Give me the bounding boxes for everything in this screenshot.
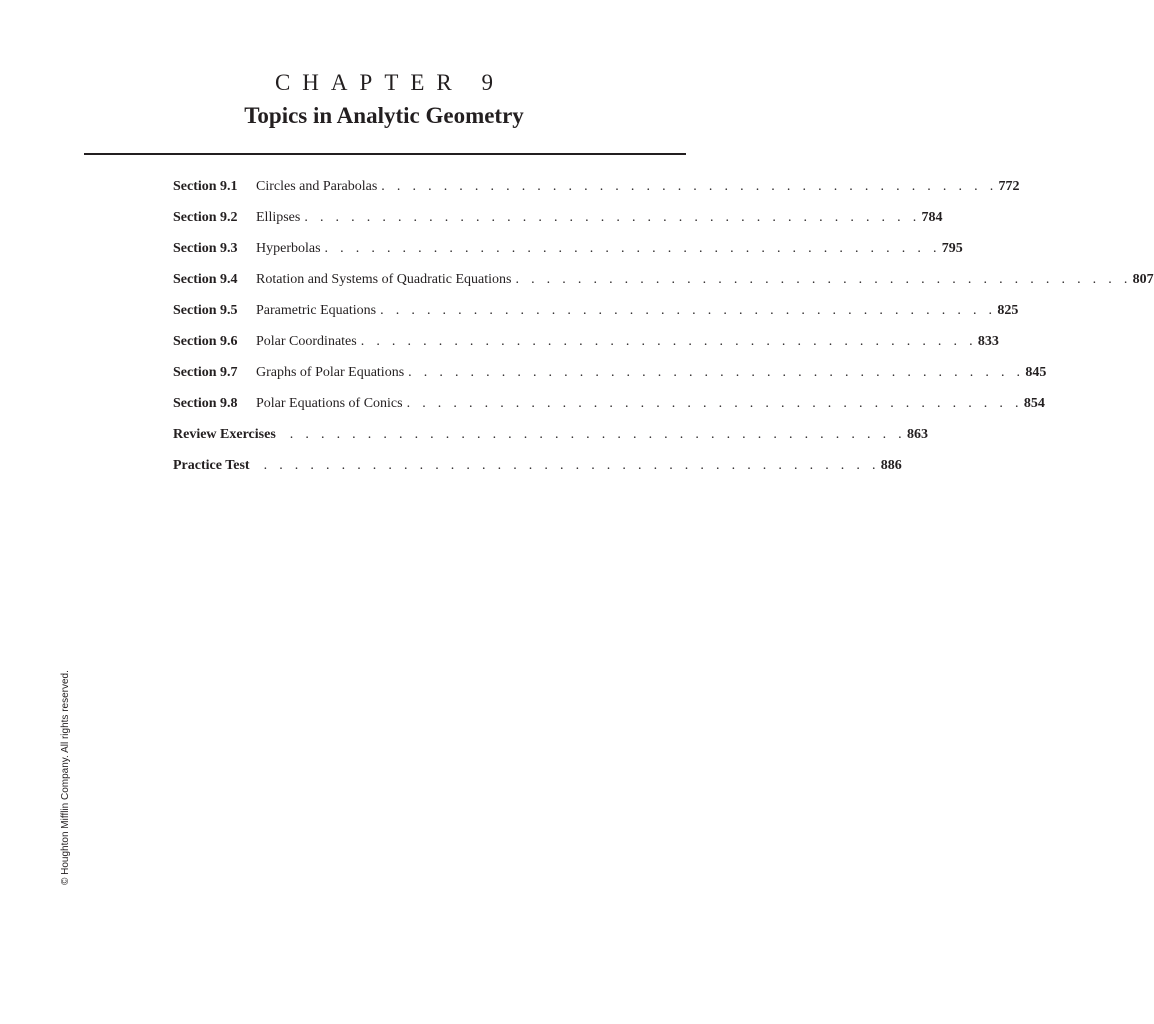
dot-leader: . . . . . . . . . . . . . . . . . . . . . . . . . . . . . . . . . . . . . . . .	[380, 303, 997, 318]
toc-entry-9-7[interactable]	[173, 361, 1047, 392]
toc-section-title: Circles and Parabolas	[256, 179, 378, 194]
toc-page-number: 807	[1132, 272, 1154, 287]
dot-leader: . . . . . . . . . . . . . . . . . . . . . . . . . . . . . . . . . . . . . . . .	[515, 272, 1132, 287]
dot-leader: . . . . . . . . . . . . . . . . . . . . . . . . . . . . . . . . . . . . . . . .	[304, 210, 921, 225]
toc-section-title: Polar Coordinates	[256, 334, 357, 349]
toc-section-number: Section 9.6	[173, 334, 238, 349]
dot-leader: . . . . . . . . . . . . . . . . . . . . . . . . . . . . . . . . . . . . . . . .	[324, 241, 941, 256]
table-of-contents	[173, 175, 1154, 485]
chapter-title: Topics in Analytic Geometry	[244, 103, 524, 128]
toc-entry-9-8[interactable]	[173, 392, 1045, 423]
toc-section-number: Section 9.4	[173, 272, 238, 287]
toc-section-title: Parametric Equations	[256, 303, 377, 318]
toc-section-title: Hyperbolas	[256, 241, 321, 256]
dot-leader: . . . . . . . . . . . . . . . . . . . . . . . . . . . . . . . . . . . . . . . .	[408, 365, 1025, 380]
toc-entry-9-6[interactable]	[173, 330, 999, 361]
toc-page-number: 795	[941, 241, 963, 256]
toc-entry-9-1[interactable]	[173, 175, 1020, 206]
dot-leader: . . . . . . . . . . . . . . . . . . . . . . . . . . . . . . . . . . . . . . . .	[406, 396, 1023, 411]
toc-entry-review-exercises[interactable]	[173, 423, 928, 454]
toc-page-number: 784	[921, 210, 943, 225]
toc-entry-9-4[interactable]	[173, 268, 1154, 299]
dot-leader: . . . . . . . . . . . . . . . . . . . . . . . . . . . . . . . . . . . . . . . .	[289, 427, 906, 442]
toc-section-title: Rotation and Systems of Quadratic Equations	[256, 272, 512, 287]
toc-entry-9-5[interactable]	[173, 299, 1019, 330]
toc-section-title: Graphs of Polar Equations	[256, 365, 405, 380]
toc-section-number: Section 9.5	[173, 303, 238, 318]
toc-section-number: Section 9.2	[173, 210, 238, 225]
toc-page-number: 845	[1025, 365, 1047, 380]
copyright-notice: © Houghton Mifflin Company. All rights reserved.	[60, 670, 71, 885]
toc-extra-title: Practice Test	[173, 458, 250, 473]
toc-page-number: 886	[880, 458, 902, 473]
toc-section-number: Section 9.1	[173, 179, 238, 194]
dot-leader: . . . . . . . . . . . . . . . . . . . . . . . . . . . . . . . . . . . . . . . .	[263, 458, 880, 473]
toc-entry-9-3[interactable]	[173, 237, 963, 268]
toc-entry-9-2[interactable]	[173, 206, 943, 237]
toc-page-number: 772	[998, 179, 1020, 194]
toc-page-number: 825	[997, 303, 1019, 318]
toc-page-number: 863	[906, 427, 928, 442]
dot-leader: . . . . . . . . . . . . . . . . . . . . . . . . . . . . . . . . . . . . . . . .	[360, 334, 977, 349]
toc-extra-title: Review Exercises	[173, 427, 276, 442]
toc-section-number: Section 9.3	[173, 241, 238, 256]
toc-entry-practice-test[interactable]	[173, 454, 902, 485]
toc-section-number: Section 9.7	[173, 365, 238, 380]
toc-section-title: Ellipses	[256, 210, 301, 225]
chapter-label: CHAPTER 9	[274, 70, 506, 95]
toc-page-number: 833	[977, 334, 999, 349]
toc-page-number: 854	[1023, 396, 1045, 411]
toc-section-title: Polar Equations of Conics	[256, 396, 403, 411]
dot-leader: . . . . . . . . . . . . . . . . . . . . . . . . . . . . . . . . . . . . . . . .	[381, 179, 998, 194]
toc-section-number: Section 9.8	[173, 396, 238, 411]
title-divider	[84, 153, 686, 155]
